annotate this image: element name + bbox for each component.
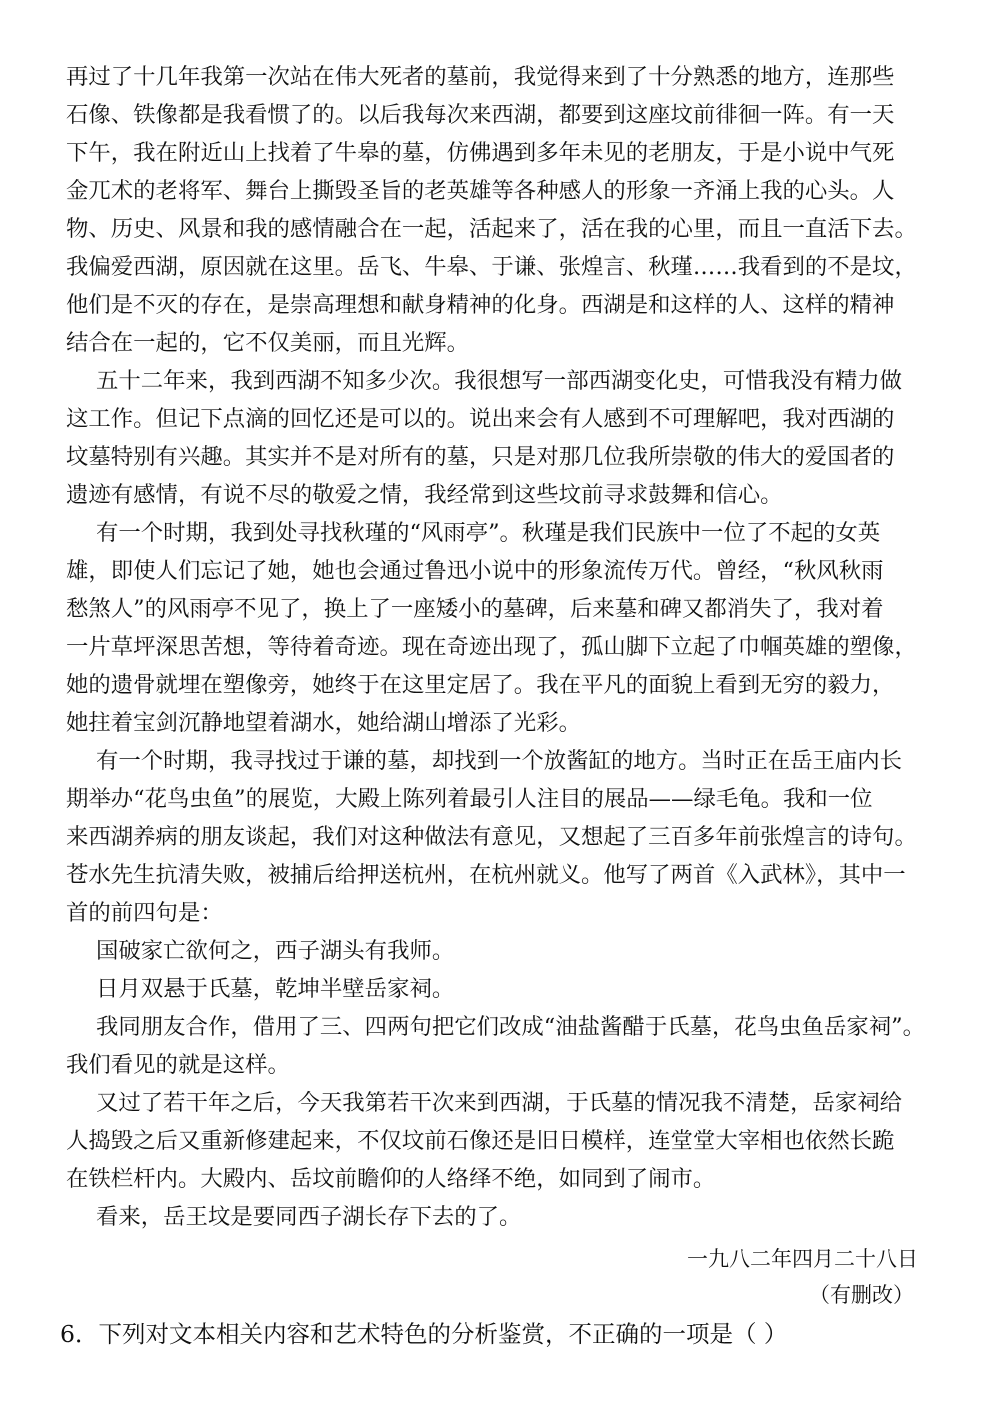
edit-note: （有删改） xyxy=(809,1283,914,1307)
poem-line: 国破家亡欲何之，西子湖头有我师。 xyxy=(96,938,455,964)
paragraph-line: 下午，我在附近山上找着了牛皋的墓，仿佛遇到多年未见的老朋友，于是小说中气死 xyxy=(66,140,895,166)
paragraph-line: 再过了十几年我第一次站在伟大死者的墓前，我觉得来到了十分熟悉的地方，连那些 xyxy=(66,64,895,90)
poem-line: 日月双悬于氏墓，乾坤半壁岳家祠。 xyxy=(96,976,455,1002)
paragraph-line: 雄，即使人们忘记了她，她也会通过鲁迅小说中的形象流传万代。曾经，“秋风秋雨 xyxy=(66,558,884,584)
paragraph-line: 苍水先生抗清失败，被捕后给押送杭州，在杭州就义。他写了两首《入武林》，其中一 xyxy=(66,862,906,888)
paragraph-line: 我同朋友合作，借用了三、四两句把它们改成“油盐酱醋于氏墓，花鸟虫鱼岳家祠”。 xyxy=(96,1014,925,1040)
paragraph-line: 她的遗骨就埋在塑像旁，她终于在这里定居了。我在平凡的面貌上看到无穷的毅力， xyxy=(66,672,895,698)
paragraph-line: 一片草坪深思苦想，等待着奇迹。现在奇迹出现了，孤山脚下立起了巾帼英雄的塑像， xyxy=(66,634,917,660)
paragraph-line: 我偏爱西湖，原因就在这里。岳飞、牛皋、于谦、张煌言、秋瑾……我看到的不是坟， xyxy=(66,254,917,280)
paragraph-line: 期举办“花鸟虫鱼”的展览，大殿上陈列着最引人注目的展品——绿毛龟。我和一位 xyxy=(66,786,873,812)
paragraph-line: 石像、铁像都是我看惯了的。以后我每次来西湖，都要到这座坟前徘徊一阵。有一天 xyxy=(66,102,895,128)
paragraph-line: 金兀术的老将军、舞台上撕毁圣旨的老英雄等各种感人的形象一齐涌上我的心头。人 xyxy=(66,178,895,204)
paragraph-line: 坟墓特别有兴趣。其实并不是对所有的墓，只是对那几位我所崇敬的伟大的爱国者的 xyxy=(66,444,895,470)
question-6: 6．下列对文本相关内容和艺术特色的分析鉴赏，不正确的一项是（ ） xyxy=(60,1320,788,1348)
paragraph-line: 她拄着宝剑沉静地望着湖水，她给湖山增添了光彩。 xyxy=(66,710,581,736)
paragraph-line: 愁煞人”的风雨亭不见了，换上了一座矮小的墓碑，后来墓和碑又都消失了，我对着 xyxy=(66,596,884,622)
paragraph-line: 在铁栏杆内。大殿内、岳坟前瞻仰的人络绎不绝，如同到了闹市。 xyxy=(66,1166,716,1192)
paragraph-line: 五十二年来，我到西湖不知多少次。我很想写一部西湖变化史，可惜我没有精力做 xyxy=(96,368,903,394)
paragraph-line: 首的前四句是： xyxy=(66,900,223,926)
paragraph-line: 又过了若干年之后，今天我第若干次来到西湖，于氏墓的情况我不清楚，岳家祠给 xyxy=(96,1090,903,1116)
paragraph-line: 看来，岳王坟是要同西子湖长存下去的了。 xyxy=(96,1204,522,1230)
date-signature: 一九八二年四月二十八日 xyxy=(687,1247,918,1271)
paragraph-line: 我们看见的就是这样。 xyxy=(66,1052,290,1078)
paragraph-line: 这工作。但记下点滴的回忆还是可以的。说出来会有人感到不可理解吧，我对西湖的 xyxy=(66,406,895,432)
paragraph-line: 结合在一起的，它不仅美丽，而且光辉。 xyxy=(66,330,470,356)
paragraph-line: 有一个时期，我到处寻找秋瑾的“风雨亭”。秋瑾是我们民族中一位了不起的女英 xyxy=(96,520,881,546)
paragraph-line: 遗迹有感情，有说不尽的敬爱之情，我经常到这些坟前寻求鼓舞和信心。 xyxy=(66,482,783,508)
paragraph-line: 来西湖养病的朋友谈起，我们对这种做法有意见，又想起了三百多年前张煌言的诗句。 xyxy=(66,824,917,850)
paragraph-line: 物、历史、风景和我的感情融合在一起，活起来了，活在我的心里，而且一直活下去。 xyxy=(66,216,917,242)
paragraph-line: 他们是不灭的存在，是崇高理想和献身精神的化身。西湖是和这样的人、这样的精神 xyxy=(66,292,895,318)
paragraph-line: 有一个时期，我寻找过于谦的墓，却找到一个放酱缸的地方。当时正在岳王庙内长 xyxy=(96,748,903,774)
paragraph-line: 人捣毁之后又重新修建起来，不仅坟前石像还是旧日模样，连堂堂大宰相也依然长跪 xyxy=(66,1128,895,1154)
